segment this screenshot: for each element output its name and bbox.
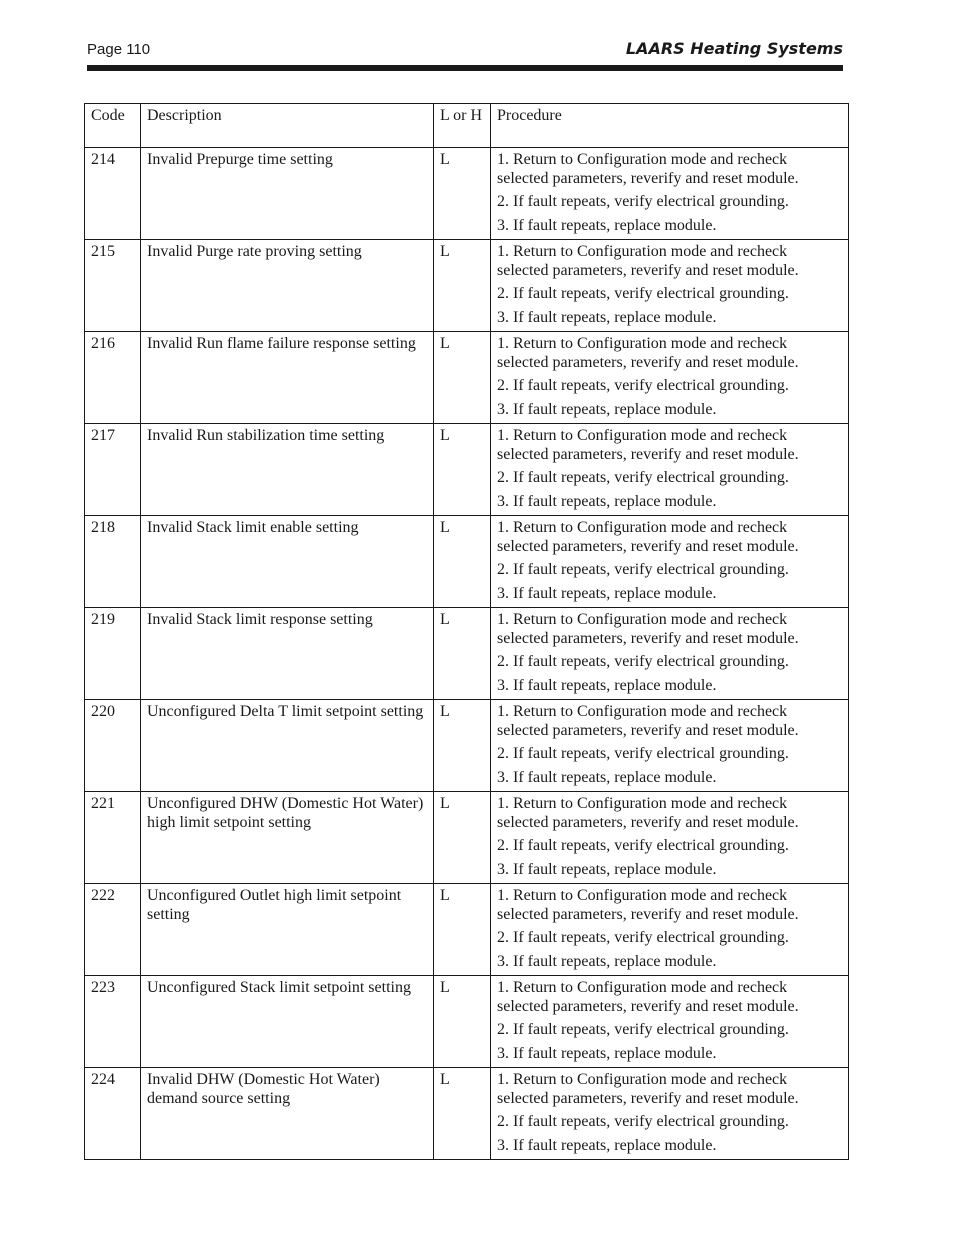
table-row bbox=[85, 148, 849, 240]
procedure-step: 3. If fault repeats, replace module. bbox=[497, 768, 717, 786]
column-header-procedure: Procedure bbox=[491, 104, 849, 148]
procedure-step: 3. If fault repeats, replace module. bbox=[497, 308, 717, 326]
table-header-row bbox=[85, 104, 849, 148]
cell-procedure bbox=[491, 884, 849, 976]
table-row bbox=[85, 884, 849, 976]
procedure-step: 1. Return to Configuration mode and recheck selected parameters, reverify and reset module. bbox=[497, 243, 799, 279]
procedure-step: 3. If fault repeats, replace module. bbox=[497, 400, 717, 418]
column-header-description: Description bbox=[141, 104, 434, 148]
fault-code-table-body bbox=[85, 104, 849, 1160]
table-row bbox=[85, 424, 849, 516]
cell-code: 217 bbox=[85, 424, 141, 516]
brand-title: LAARS Heating Systems bbox=[625, 39, 843, 58]
header-rule bbox=[87, 65, 843, 71]
table-row bbox=[85, 700, 849, 792]
page-header bbox=[87, 38, 843, 60]
cell-procedure bbox=[491, 148, 849, 240]
cell-code: 224 bbox=[85, 1068, 141, 1160]
cell-level: L bbox=[434, 976, 491, 1068]
procedure-step: 1. Return to Configuration mode and recheck selected parameters, reverify and reset module. bbox=[497, 887, 799, 923]
procedure-step: 3. If fault repeats, replace module. bbox=[497, 952, 717, 970]
procedure-step: 1. Return to Configuration mode and recheck selected parameters, reverify and reset module. bbox=[497, 335, 799, 371]
cell-level: L bbox=[434, 424, 491, 516]
table-row bbox=[85, 240, 849, 332]
procedure-step: 3. If fault repeats, replace module. bbox=[497, 584, 717, 602]
cell-description: Unconfigured Delta T limit setpoint setting bbox=[141, 700, 434, 792]
procedure-step: 3. If fault repeats, replace module. bbox=[497, 1136, 717, 1154]
cell-procedure bbox=[491, 700, 849, 792]
procedure-step: 2. If fault repeats, verify electrical grounding. bbox=[497, 745, 789, 762]
cell-code: 222 bbox=[85, 884, 141, 976]
procedure-step: 2. If fault repeats, verify electrical grounding. bbox=[497, 1113, 789, 1130]
procedure-step: 1. Return to Configuration mode and recheck selected parameters, reverify and reset module. bbox=[497, 427, 799, 463]
table-row bbox=[85, 332, 849, 424]
procedure-step: 2. If fault repeats, verify electrical grounding. bbox=[497, 193, 789, 210]
procedure-step: 3. If fault repeats, replace module. bbox=[497, 1044, 717, 1062]
procedure-step: 3. If fault repeats, replace module. bbox=[497, 860, 717, 878]
cell-procedure bbox=[491, 424, 849, 516]
cell-procedure bbox=[491, 792, 849, 884]
cell-code: 214 bbox=[85, 148, 141, 240]
table-row bbox=[85, 516, 849, 608]
cell-code: 218 bbox=[85, 516, 141, 608]
column-header-code: Code bbox=[85, 104, 141, 148]
cell-code: 220 bbox=[85, 700, 141, 792]
procedure-step: 2. If fault repeats, verify electrical grounding. bbox=[497, 561, 789, 578]
cell-description: Unconfigured DHW (Domestic Hot Water) high limit setpoint setting bbox=[141, 792, 434, 884]
cell-level: L bbox=[434, 1068, 491, 1160]
procedure-step: 2. If fault repeats, verify electrical grounding. bbox=[497, 929, 789, 946]
cell-level: L bbox=[434, 608, 491, 700]
procedure-step: 2. If fault repeats, verify electrical grounding. bbox=[497, 1021, 789, 1038]
cell-level: L bbox=[434, 332, 491, 424]
cell-description: Invalid Prepurge time setting bbox=[141, 148, 434, 240]
cell-level: L bbox=[434, 516, 491, 608]
cell-procedure bbox=[491, 608, 849, 700]
procedure-step: 1. Return to Configuration mode and recheck selected parameters, reverify and reset module. bbox=[497, 1071, 799, 1107]
cell-code: 215 bbox=[85, 240, 141, 332]
cell-description: Invalid DHW (Domestic Hot Water) demand source setting bbox=[141, 1068, 434, 1160]
procedure-step: 1. Return to Configuration mode and recheck selected parameters, reverify and reset module. bbox=[497, 979, 799, 1015]
fault-code-table bbox=[84, 103, 849, 1160]
cell-procedure bbox=[491, 516, 849, 608]
cell-code: 221 bbox=[85, 792, 141, 884]
cell-procedure bbox=[491, 1068, 849, 1160]
table-row bbox=[85, 608, 849, 700]
cell-description: Unconfigured Stack limit setpoint setting bbox=[141, 976, 434, 1068]
procedure-step: 2. If fault repeats, verify electrical grounding. bbox=[497, 469, 789, 486]
cell-procedure bbox=[491, 332, 849, 424]
procedure-step: 3. If fault repeats, replace module. bbox=[497, 492, 717, 510]
cell-description: Invalid Stack limit enable setting bbox=[141, 516, 434, 608]
procedure-step: 3. If fault repeats, replace module. bbox=[497, 676, 717, 694]
table-row bbox=[85, 1068, 849, 1160]
procedure-step: 1. Return to Configuration mode and recheck selected parameters, reverify and reset module. bbox=[497, 703, 799, 739]
cell-level: L bbox=[434, 884, 491, 976]
procedure-step: 2. If fault repeats, verify electrical grounding. bbox=[497, 837, 789, 854]
procedure-step: 1. Return to Configuration mode and recheck selected parameters, reverify and reset module. bbox=[497, 611, 799, 647]
column-header-level: L or H bbox=[434, 104, 491, 148]
procedure-step: 2. If fault repeats, verify electrical grounding. bbox=[497, 285, 789, 302]
cell-level: L bbox=[434, 792, 491, 884]
cell-description: Invalid Stack limit response setting bbox=[141, 608, 434, 700]
procedure-step: 1. Return to Configuration mode and recheck selected parameters, reverify and reset module. bbox=[497, 795, 799, 831]
procedure-step: 3. If fault repeats, replace module. bbox=[497, 216, 717, 234]
cell-level: L bbox=[434, 148, 491, 240]
procedure-step: 1. Return to Configuration mode and recheck selected parameters, reverify and reset module. bbox=[497, 151, 799, 187]
table-row bbox=[85, 792, 849, 884]
page-number: Page 110 bbox=[87, 41, 151, 58]
cell-procedure bbox=[491, 240, 849, 332]
cell-procedure bbox=[491, 976, 849, 1068]
cell-code: 216 bbox=[85, 332, 141, 424]
procedure-step: 2. If fault repeats, verify electrical grounding. bbox=[497, 653, 789, 670]
procedure-step: 1. Return to Configuration mode and recheck selected parameters, reverify and reset module. bbox=[497, 519, 799, 555]
cell-level: L bbox=[434, 700, 491, 792]
table-row bbox=[85, 976, 849, 1068]
cell-code: 219 bbox=[85, 608, 141, 700]
cell-description: Invalid Purge rate proving setting bbox=[141, 240, 434, 332]
cell-level: L bbox=[434, 240, 491, 332]
cell-description: Invalid Run stabilization time setting bbox=[141, 424, 434, 516]
cell-description: Invalid Run flame failure response setting bbox=[141, 332, 434, 424]
procedure-step: 2. If fault repeats, verify electrical grounding. bbox=[497, 377, 789, 394]
cell-code: 223 bbox=[85, 976, 141, 1068]
cell-description: Unconfigured Outlet high limit setpoint setting bbox=[141, 884, 434, 976]
